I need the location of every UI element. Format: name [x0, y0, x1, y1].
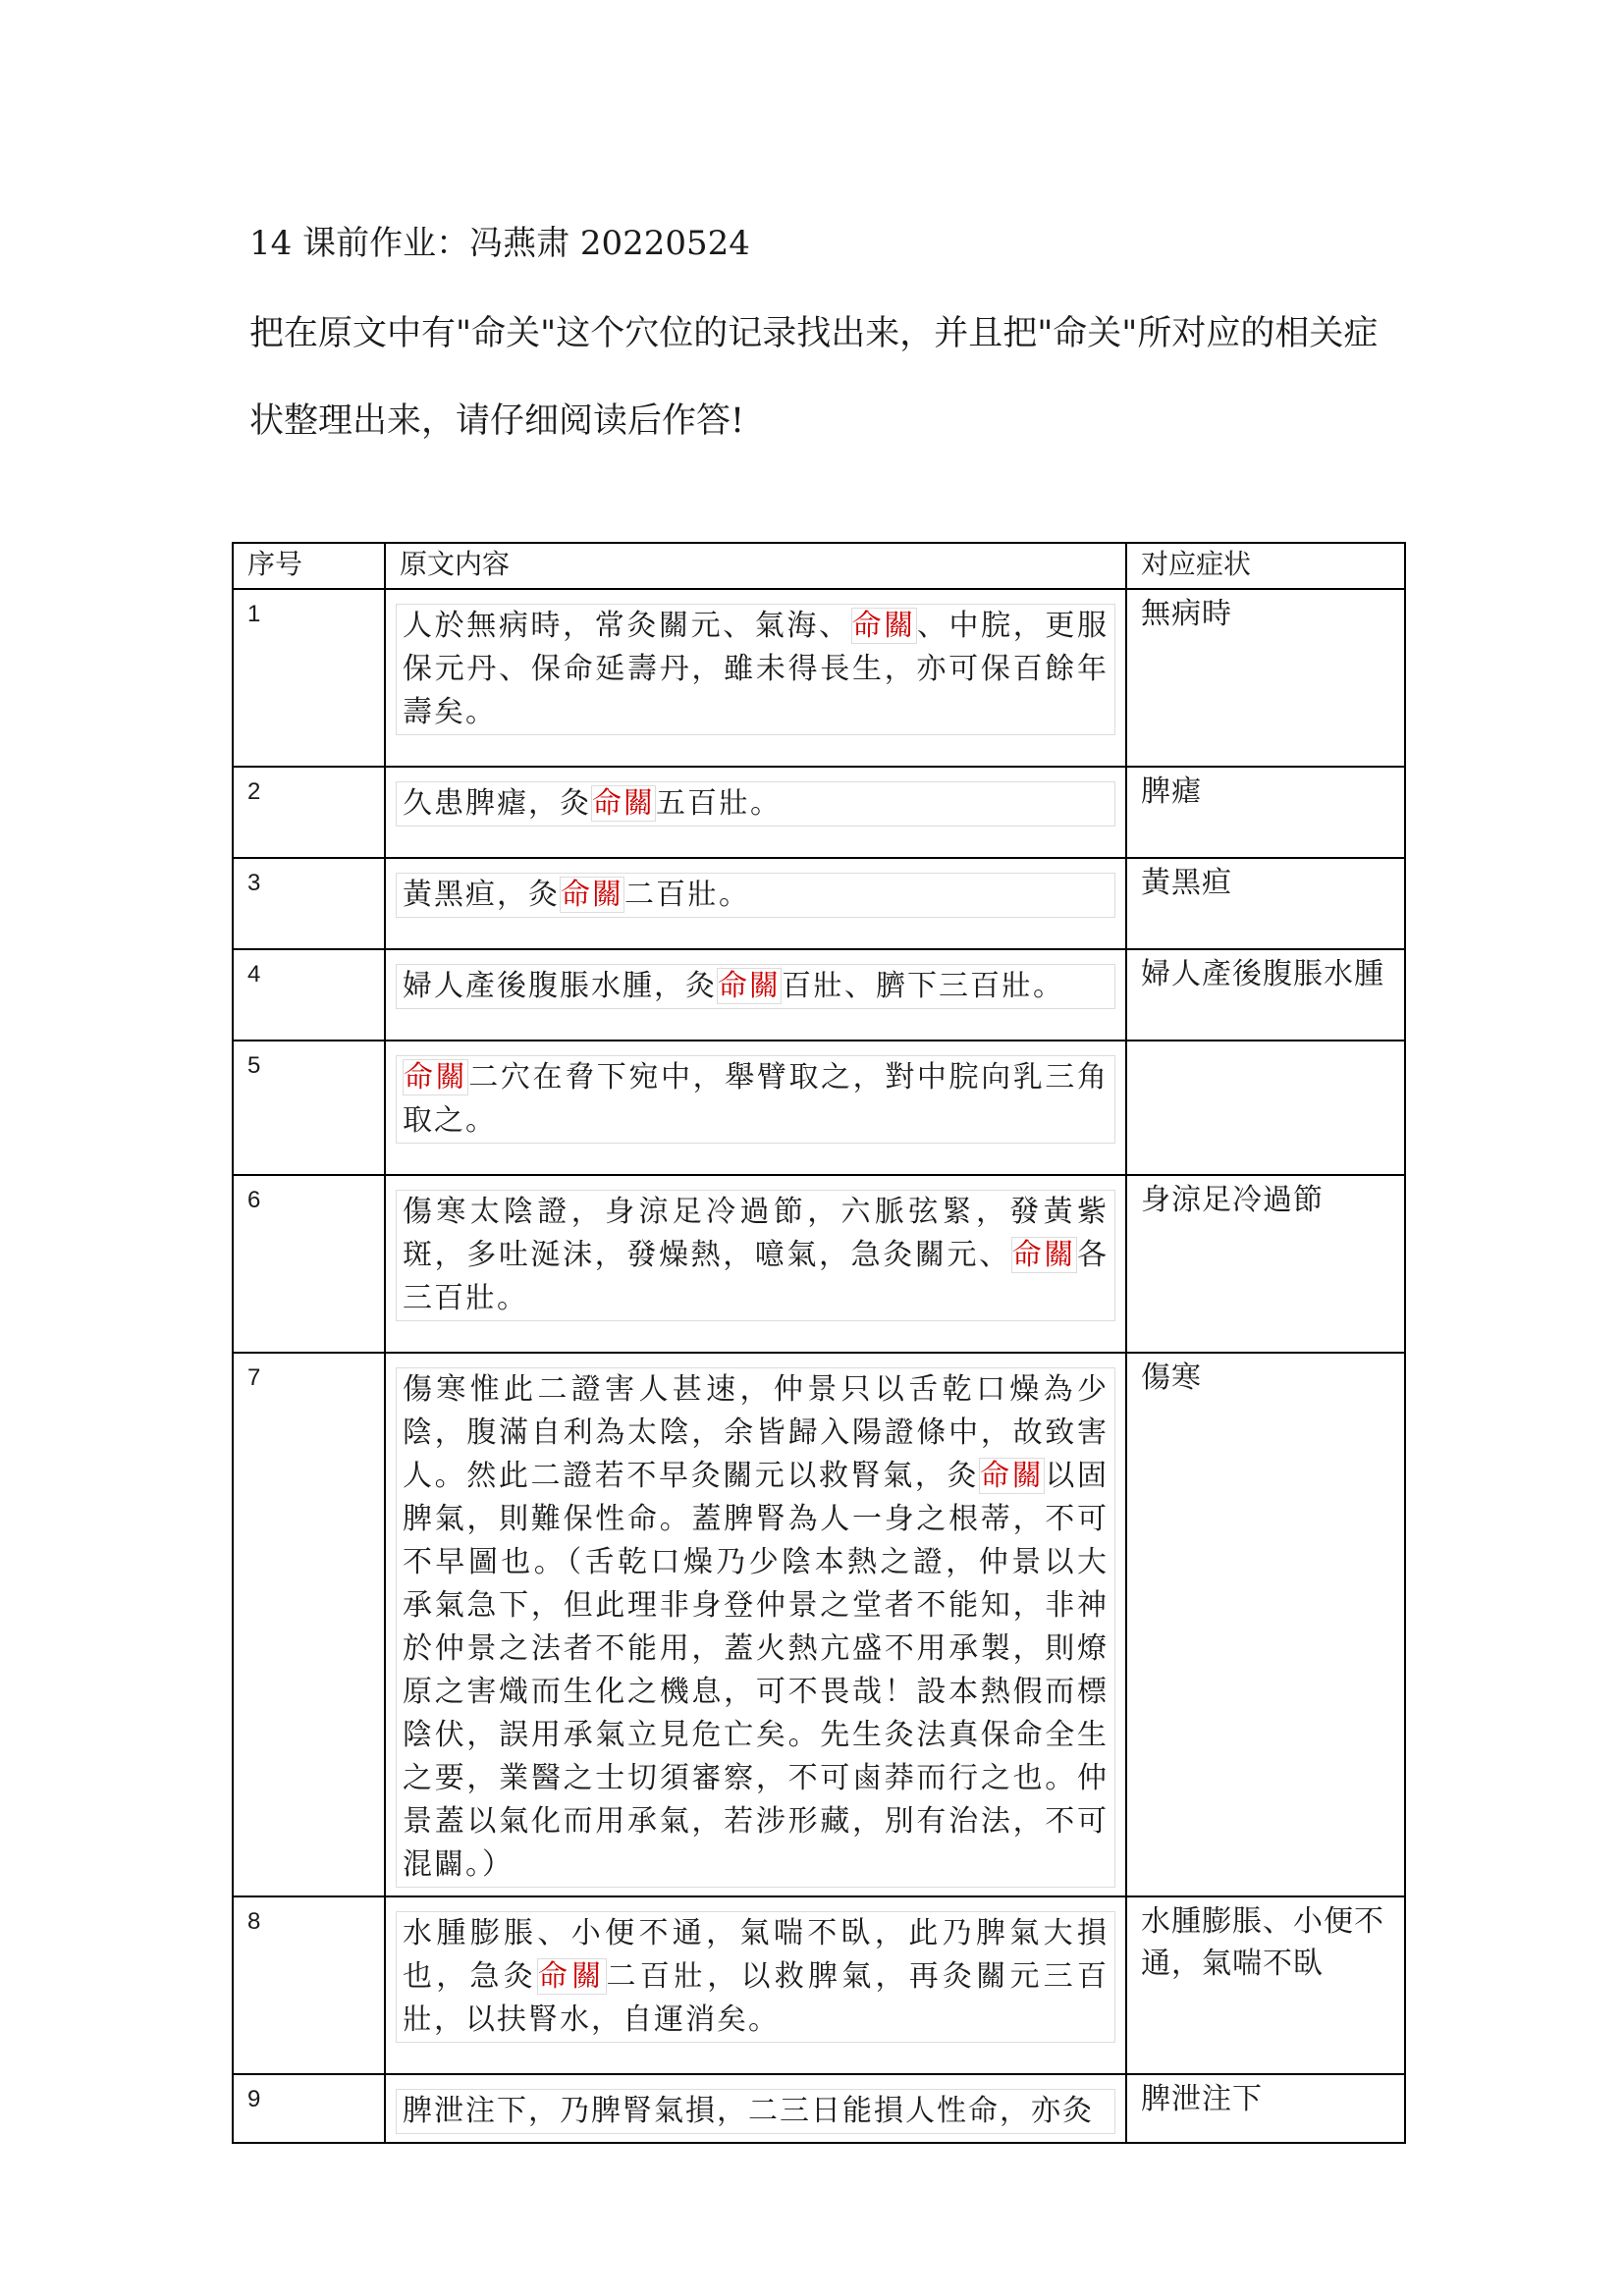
original-text-quote: 傷寒惟此二證害人甚速，仲景只以舌乾口燥為少陰，腹滿自利為太陰，余皆歸入陽證條中，故致害人。然此二證若不早灸關元以救腎氣，灸命關以固脾氣，則難保性命。蓋脾腎為人一身之根蒂，不可不早圖也。（舌乾口燥乃少陰本熱之證，仲景以大承氣急下，但此理非身登仲景之堂者不能知，非神於仲景之法者不能用，蓋火熱亢盛不用承製，則燎原之害熾而生化之機息，可不畏哉！設本熱假而標陰伏，誤用承氣立見危亡矣。先生灸法真保命全生之要，業醫之士切須審察，不可鹵莽而行之也。仲景蓋以氣化而用承氣，若涉形藏，別有治法，不可混闢。）: [396, 1367, 1115, 1888]
original-text-quote: 婦人產後腹脹水腫，灸命關百壯、臍下三百壯。: [396, 964, 1115, 1009]
original-text-quote: 傷寒太陰證，身涼足冷過節，六脈弦緊，發黃紫斑，多吐涎沫，發燥熱，噫氣，急灸關元、命關各三百壯。: [396, 1190, 1115, 1321]
instruction-paragraph: 把在原文中有"命关"这个穴位的记录找出来，并且把"命关"所对应的相关症状整理出来，请仔细阅读后作答!: [249, 314, 1379, 441]
header-number: 序号: [233, 543, 385, 589]
row-original-text-cell: [385, 767, 1126, 858]
row-original-text-cell: [385, 1353, 1126, 1896]
row-number: 2: [233, 767, 385, 858]
table-row: [233, 589, 1405, 767]
table-row: [233, 1353, 1405, 1896]
row-number: 4: [233, 949, 385, 1041]
table-row: [233, 1175, 1405, 1353]
row-original-text-cell: [385, 1896, 1126, 2074]
row-original-text-cell: [385, 1041, 1126, 1175]
highlighted-term: 命關: [980, 1459, 1045, 1493]
table-row: [233, 2074, 1405, 2143]
highlighted-term: 命關: [561, 878, 623, 912]
original-text-quote: 水腫膨脹、小便不通，氣喘不臥，此乃脾氣大損也，急灸命關二百壯，以救脾氣，再灸關元三百壯，以扶腎水，自運消矣。: [396, 1911, 1115, 2043]
row-symptom: [1126, 1041, 1405, 1175]
row-original-text-cell: [385, 858, 1126, 949]
row-number: 3: [233, 858, 385, 949]
original-text-quote: 脾泄注下，乃脾腎氣損，二三日能損人性命，亦灸: [396, 2089, 1115, 2134]
row-symptom: 水腫膨脹、小便不通，氣喘不臥: [1126, 1896, 1405, 2074]
row-symptom: 無病時: [1126, 589, 1405, 767]
highlighted-term: 命關: [1011, 1238, 1077, 1272]
header-symptom: 对应症状: [1126, 543, 1405, 589]
highlighted-term: 命關: [718, 969, 781, 1003]
highlighted-term: 命關: [404, 1060, 468, 1095]
row-number: 7: [233, 1353, 385, 1896]
highlighted-term: 命關: [851, 609, 916, 643]
records-table: [232, 542, 1406, 2144]
row-original-text-cell: [385, 949, 1126, 1041]
table-row: [233, 1041, 1405, 1175]
row-number: 1: [233, 589, 385, 767]
table-row: [233, 767, 1405, 858]
page-title: 14 课前作业：冯燕肃 20220524: [249, 224, 750, 263]
original-text-quote: 命關二穴在脅下宛中，舉臂取之，對中脘向乳三角取之。: [396, 1055, 1115, 1144]
table-header-row: [233, 543, 1405, 589]
original-text-quote: 久患脾瘧，灸命關五百壯。: [396, 781, 1115, 827]
row-number: 9: [233, 2074, 385, 2143]
row-number: 5: [233, 1041, 385, 1175]
row-original-text-cell: [385, 2074, 1126, 2143]
row-symptom: 脾瘧: [1126, 767, 1405, 858]
original-text-quote: 黃黑疸，灸命關二百壯。: [396, 873, 1115, 918]
header-original-text: 原文内容: [385, 543, 1126, 589]
row-original-text-cell: [385, 589, 1126, 767]
table-row: [233, 949, 1405, 1041]
original-text-quote: 人於無病時，常灸關元、氣海、命關、中脘，更服保元丹、保命延壽丹，雖未得長生，亦可保百餘年壽矣。: [396, 604, 1115, 735]
row-symptom: 黃黑疸: [1126, 858, 1405, 949]
row-original-text-cell: [385, 1175, 1126, 1353]
table-row: [233, 858, 1405, 949]
row-number: 8: [233, 1896, 385, 2074]
table-row: [233, 1896, 1405, 2074]
row-symptom: 婦人產後腹脹水腫: [1126, 949, 1405, 1041]
row-symptom: 身涼足冷過節: [1126, 1175, 1405, 1353]
highlighted-term: 命關: [592, 786, 655, 821]
row-symptom: 脾泄注下: [1126, 2074, 1405, 2143]
row-symptom: 傷寒: [1126, 1353, 1405, 1896]
table-body: [233, 589, 1405, 2143]
row-number: 6: [233, 1175, 385, 1353]
highlighted-term: 命關: [538, 1959, 606, 1994]
